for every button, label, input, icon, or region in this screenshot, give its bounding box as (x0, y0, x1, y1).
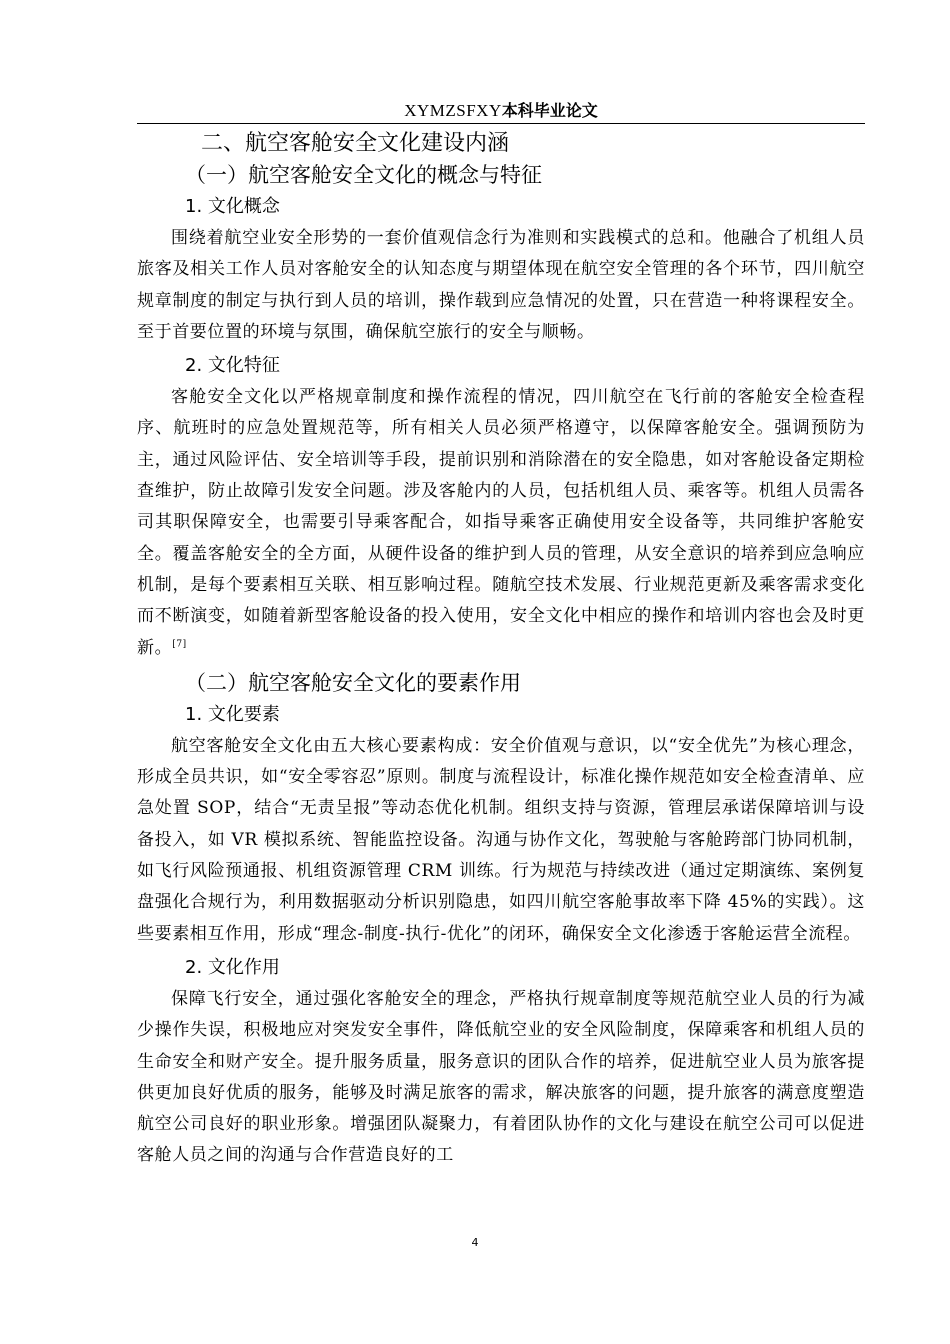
paragraph-culture-concept: 围绕着航空业安全形势的一套价值观信念行为准则和实践模式的总和。他融合了机组人员旅客及相关工作人员对客舱安全的认知态度与期望体现在航空安全管理的各个环节，四川航空规章制度的制定与执行到人员的培训，操作载到应急情况的处置，只在营造一种将课程安全。至于首要位置的环境与氛围，确保航空旅行的安全与顺畅。 (137, 228, 865, 342)
subsection-1-title: （一）航空客舱安全文化的概念与特征 (185, 163, 542, 187)
point-1-2-title: 2. 文化特征 (185, 355, 280, 377)
point-2-2-title: 2. 文化作用 (185, 956, 280, 978)
header-code: XYMZSFXY (404, 101, 502, 120)
paragraph-culture-role: 保障飞行安全，通过强化客舱安全的理念，严格执行规章制度等规范航空业人员的行为减少操作失误，积极地应对突发安全事件，降低航空业的安全风险制度，保障乘客和机组人员的生命安全和财产安全。提升服务质量，服务意识的团队合作的培养，促进航空业人员为旅客提供更加良好优质的服务，能够及时满足旅客的需求，解决旅客的问题，提升旅客的满意度塑造航空公司良好的职业形象。增强团队凝聚力，有着团队协作的文化与建设在航空公司可以促进客舱人员之间的沟通与合作营造良好的工 (137, 988, 865, 1166)
header-label: 本科毕业论文 (501, 101, 598, 120)
point-1-1-title: 1. 文化概念 (185, 196, 280, 217)
page-number: 4 (471, 1236, 479, 1249)
main-content (137, 128, 865, 1172)
header-rule (137, 123, 865, 124)
paragraph-culture-features (137, 382, 865, 664)
point-2-1-title: 1. 文化要素 (185, 703, 280, 725)
paragraph-culture-elements: 航空客舱安全文化由五大核心要素构成：安全价值观与意识，以“安全优先”为核心理念，形成全员共识，如“安全零容忍”原则。制度与流程设计，标准化操作规范如安全检查清单、应急处置 SOP，结合“无责呈报”等动态优化机制。组织支持与资源，管理层承诺保障培训与设备投入，如 VR 模拟系统、智能监控设备。沟通与协作文化，驾驶舱与客舱跨部门协同机制，如飞行风险预通报、机组资源管理 CRM 训练。行为规范与持续改进（通过定期演练、案例复盘强化合规行为，利用数据驱动分析识别隐患，如四川航空客舱事故率下降 45%的实践）。这些要素相互作用，形成“理念-制度-执行-优化”的闭环，确保安全文化渗透于客舱运营全流程。 (137, 735, 865, 944)
page-header (137, 100, 865, 122)
paragraph-culture-features-text: 客舱安全文化以严格规章制度和操作流程的情况，四川航空在飞行前的客舱安全检查程序、航班时的应急处置规范等，所有相关人员必须严格遵守，以保障客舱安全。强调预防为主，通过风险评估、安全培训等手段，提前识别和消除潜在的安全隐患，如对客舱设备定期检查维护，防止故障引发安全问题。涉及客舱内的人员，包括机组人员、乘客等。机组人员需各司其职保障安全，也需要引导乘客配合，如指导乘客正确使用安全设备等，共同维护客舱安全。覆盖客舱安全的全方面，从硬件设备的维护到人员的管理，从安全意识的培养到应急响应机制，是每个要素相互关联、相互影响过程。随航空技术发展、行业规范更新及乘客需求变化而不断演变，如随着新型客舱设备的投入使用，安全文化中相应的操作和培训内容也会及时更新。 (137, 387, 865, 658)
citation-7: [7] (172, 638, 187, 649)
subsection-2-title: （二）航空客舱安全文化的要素作用 (185, 670, 521, 695)
section-title: 二、航空客舱安全文化建设内涵 (201, 131, 510, 156)
